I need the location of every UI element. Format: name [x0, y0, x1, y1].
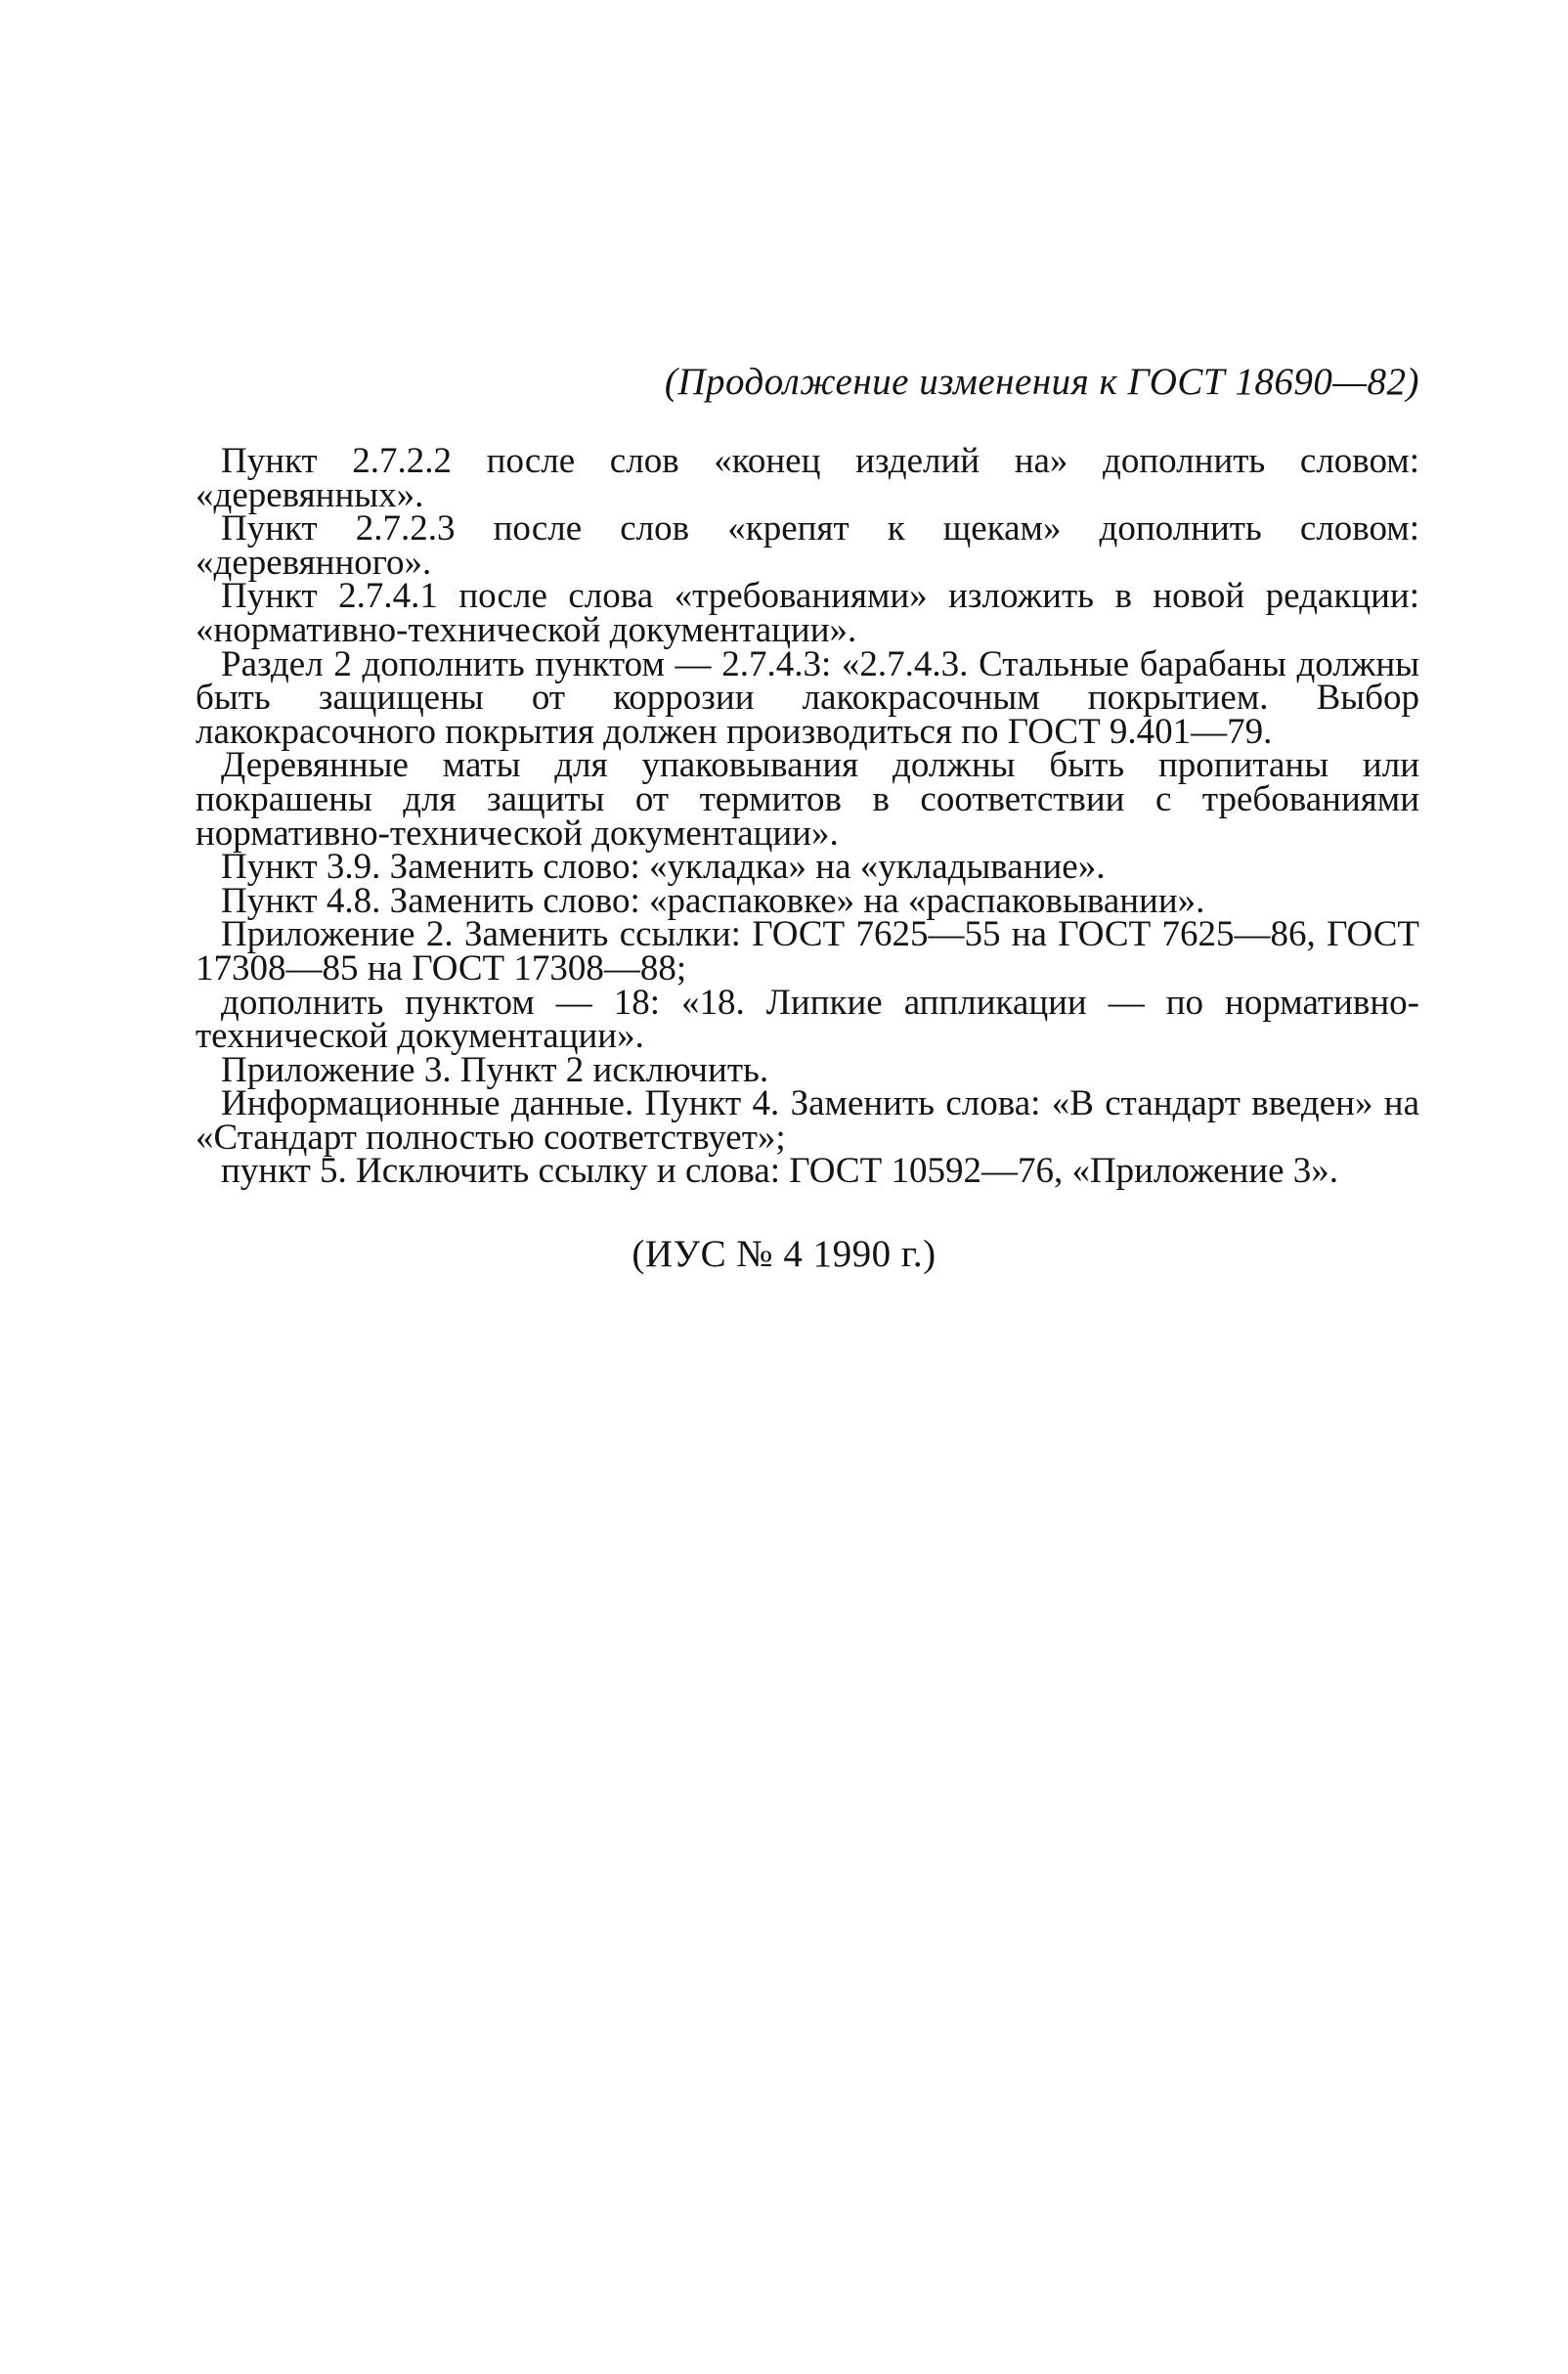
paragraph-appendix-3: Приложение 3. Пункт 2 исключить.: [221, 1049, 769, 1090]
paragraph-item-2-7-2-3: Пункт 2.7.2.3 после слов «крепят к щекам» дополнить словом: «деревянного».: [196, 508, 1419, 583]
source-citation: (ИУС № 4 1990 г.): [632, 1233, 936, 1275]
paragraph-info-data: Информационные данные. Пункт 4. Заменить слова: «В стандарт введен» на «Стандарт полностью соответствует»;: [196, 1083, 1419, 1158]
paragraph-item-2-7-4-1: Пункт 2.7.4.1 после слова «требованиями» изложить в новой редакции: «нормативно-технической документации».: [196, 576, 1419, 650]
paragraph-item-5: пункт 5. Исключить ссылку и слова: ГОСТ 10592—76, «Приложение 3».: [221, 1151, 1339, 1192]
paragraph-appendix-2-addition: дополнить пунктом — 18: «18. Липкие аппликации — по нормативно-технической документации».: [196, 982, 1419, 1057]
paragraph-item-3-9: Пункт 3.9. Заменить слово: «укладка» на «укладывание».: [221, 847, 1106, 888]
paragraph-appendix-2: Приложение 2. Заменить ссылки: ГОСТ 7625—55 на ГОСТ 7625—86, ГОСТ 17308—85 на ГОСТ 17308—88;: [196, 914, 1419, 989]
continuation-header: (Продолжение изменения к ГОСТ 18690—82): [664, 361, 1419, 403]
paragraph-item-2-7-2-2: Пункт 2.7.2.2 после слов «конец изделий на» дополнить словом: «деревянных».: [196, 441, 1419, 515]
paragraph-wooden-mats: Деревянные маты для упаковывания должны быть пропитаны или покрашены для защиты от термитов в соответствии с требованиями нормативно-технической документации».: [196, 745, 1419, 854]
amendment-body: [196, 441, 1419, 1192]
paragraph-item-4-8: Пункт 4.8. Заменить слово: «распаковке» на «распаковывании».: [221, 880, 1205, 921]
paragraph-section-2-addition: Раздел 2 дополнить пунктом — 2.7.4.3: «2.7.4.3. Стальные барабаны должны быть защищены от коррозии лакокрасочным покрытием. Выбор лакокрасочного покрытия должен производиться по ГОСТ 9.401—79.: [196, 643, 1419, 752]
